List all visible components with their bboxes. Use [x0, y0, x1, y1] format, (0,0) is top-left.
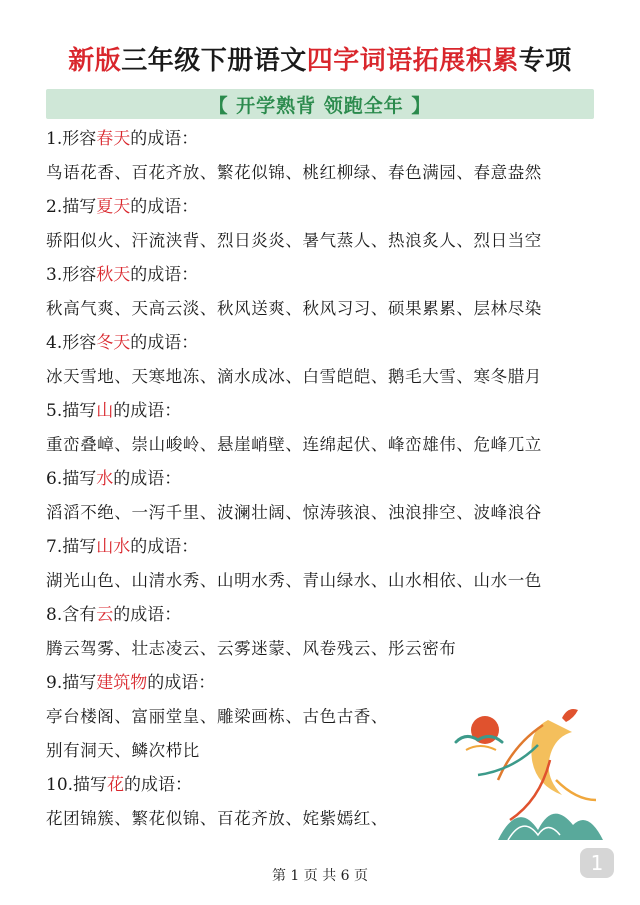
- section-prefix: 描写: [62, 401, 97, 421]
- section-prefix: 含有: [62, 605, 97, 625]
- section-heading: [46, 394, 606, 428]
- section-suffix: 的成语：: [124, 775, 193, 795]
- idiom-line: 别有洞天、鳞次栉比: [46, 741, 200, 760]
- section-number: 4.: [46, 333, 63, 353]
- section-topic: 建筑物: [96, 673, 148, 693]
- idiom-line: 滔滔不绝、一泻千里、波澜壮阔、惊涛骇浪、浊浪排空、波峰浪谷: [46, 503, 542, 522]
- idiom-line: 鸟语花香、百花齐放、繁花似锦、桃红柳绿、春色满园、春意盎然: [46, 163, 542, 182]
- section-topic: 山: [96, 401, 114, 421]
- idiom-section: [46, 326, 606, 394]
- section-suffix: 的成语：: [147, 673, 216, 693]
- section-number: 3.: [46, 265, 63, 285]
- section-topic: 花: [107, 775, 125, 795]
- phoenix-illustration: [438, 690, 618, 850]
- section-topic: 山水: [96, 537, 131, 557]
- section-number: 7.: [46, 537, 63, 557]
- section-suffix: 的成语：: [113, 605, 182, 625]
- idiom-section: [46, 394, 606, 462]
- idiom-line: 腾云驾雾、壮志凌云、云雾迷蒙、风卷残云、彤云密布: [46, 639, 457, 658]
- idiom-section: [46, 530, 606, 598]
- section-prefix: 描写: [62, 469, 97, 489]
- section-number: 9.: [46, 673, 63, 693]
- idiom-section: [46, 258, 606, 326]
- page-title: [0, 40, 640, 77]
- idiom-line: 秋高气爽、天高云淡、秋风送爽、秋风习习、硕果累累、层林尽染: [46, 299, 542, 318]
- title-part-4: 专项: [518, 46, 572, 76]
- section-prefix: 描写: [62, 197, 97, 217]
- title-part-3: 四字词语拓展积累: [306, 46, 519, 76]
- section-number: 1.: [46, 129, 63, 149]
- idiom-line: 花团锦簇、繁花似锦、百花齐放、姹紫嫣红、: [46, 809, 388, 828]
- idiom-line: 骄阳似火、汗流浃背、烈日炎炎、暑气蒸人、热浪炙人、烈日当空: [46, 231, 542, 250]
- idiom-section: [46, 190, 606, 258]
- section-topic: 水: [96, 469, 114, 489]
- section-number: 5.: [46, 401, 63, 421]
- idiom-line: 亭台楼阁、富丽堂皇、雕梁画栋、古色古香、: [46, 707, 388, 726]
- section-prefix: 形容: [62, 333, 97, 353]
- section-prefix: 描写: [73, 775, 108, 795]
- section-heading: [46, 190, 606, 224]
- section-heading: [46, 258, 606, 292]
- section-suffix: 的成语：: [130, 333, 199, 353]
- phoenix-body: [531, 720, 572, 795]
- section-suffix: 的成语：: [130, 197, 199, 217]
- section-topic: 夏天: [96, 197, 131, 217]
- section-suffix: 的成语：: [113, 469, 182, 489]
- section-number: 8.: [46, 605, 63, 625]
- subtitle-banner: 【 开学熟背 领跑全年 】: [46, 89, 594, 119]
- section-number: 10.: [46, 775, 74, 795]
- section-prefix: 描写: [62, 537, 97, 557]
- idiom-line: 冰天雪地、天寒地冻、滴水成冰、白雪皑皑、鹅毛大雪、寒冬腊月: [46, 367, 542, 386]
- section-number: 2.: [46, 197, 63, 217]
- idiom-section: [46, 462, 606, 530]
- section-topic: 冬天: [96, 333, 131, 353]
- page-number-badge[interactable]: 1: [580, 848, 614, 878]
- section-prefix: 形容: [62, 129, 97, 149]
- section-heading: [46, 462, 606, 496]
- idiom-line: 湖光山色、山清水秀、山明水秀、青山绿水、山水相依、山水一色: [46, 571, 542, 590]
- section-number: 6.: [46, 469, 63, 489]
- section-suffix: 的成语：: [130, 129, 199, 149]
- idiom-section: [46, 122, 606, 190]
- title-part-2: 三年级下册语文: [121, 46, 307, 76]
- section-prefix: 形容: [62, 265, 97, 285]
- title-part-1: 新版: [68, 46, 122, 76]
- section-prefix: 描写: [62, 673, 97, 693]
- section-topic: 春天: [96, 129, 131, 149]
- section-heading: [46, 530, 606, 564]
- section-topic: 秋天: [96, 265, 131, 285]
- section-heading: [46, 598, 606, 632]
- section-heading: [46, 326, 606, 360]
- idiom-section: [46, 598, 606, 666]
- page-footer: 第 1 页 共 6 页: [271, 868, 369, 884]
- section-suffix: 的成语：: [130, 537, 199, 557]
- section-suffix: 的成语：: [130, 265, 199, 285]
- idiom-line: 重峦叠嶂、崇山峻岭、悬崖峭壁、连绵起伏、峰峦雄伟、危峰兀立: [46, 435, 542, 454]
- section-heading: [46, 122, 606, 156]
- section-suffix: 的成语：: [113, 401, 182, 421]
- section-topic: 云: [96, 605, 114, 625]
